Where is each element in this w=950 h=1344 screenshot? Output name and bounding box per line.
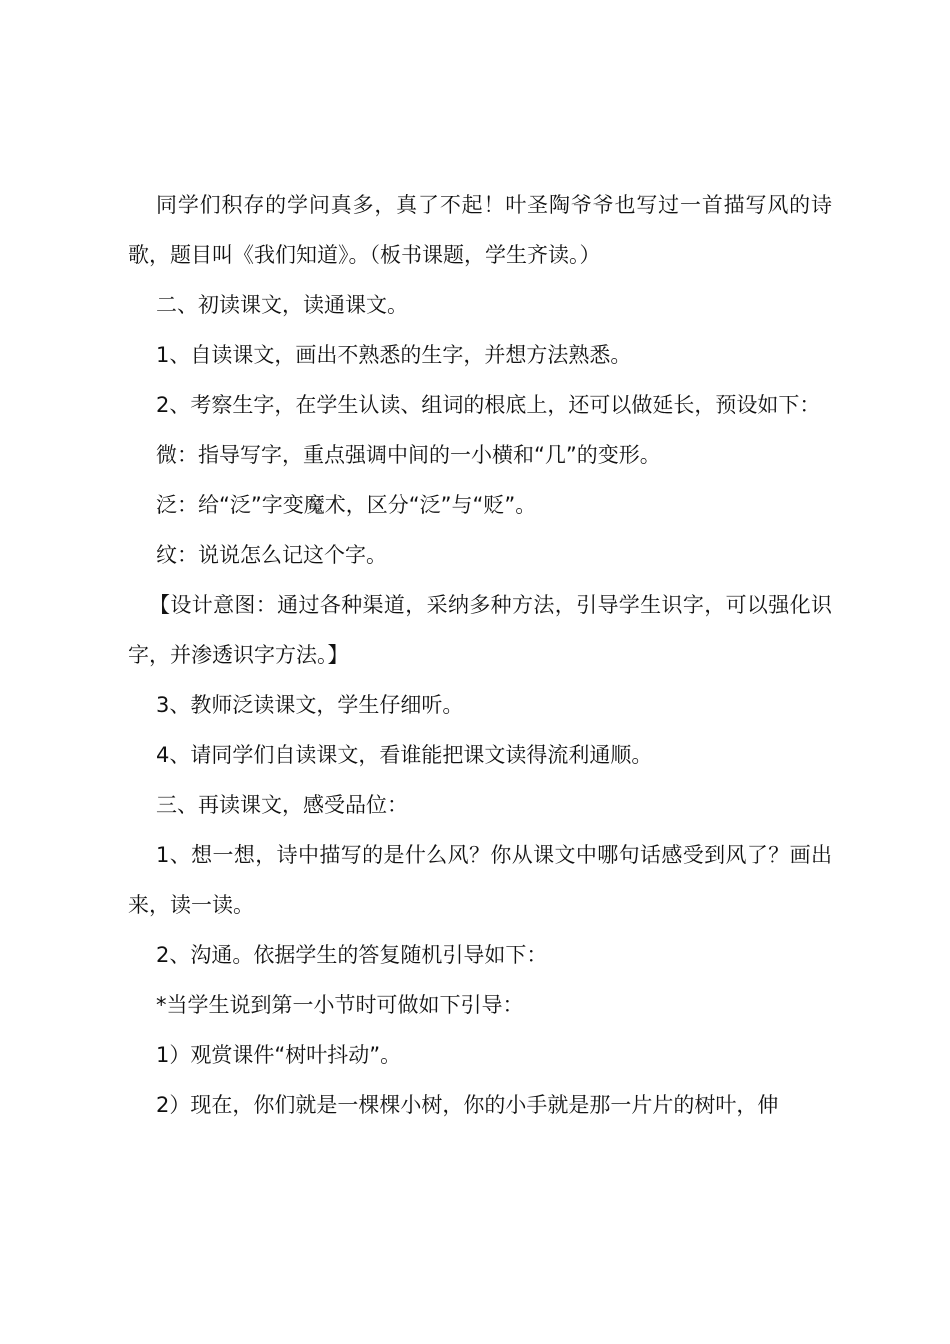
char-note-wen: 纹：说说怎么记这个字。 — [156, 543, 387, 567]
list-item-1: 1、自读课文，画出不熟悉的生字，并想方法熟悉。 — [156, 343, 632, 367]
list-item-2: 2、考察生字，在学生认读、组词的根底上，还可以做延长，预设如下： — [156, 393, 821, 417]
list-item-3-1: 1、想一想，诗中描写的是什么风？你从课文中哪句话感受到风了？画出来，读一读。 — [128, 843, 832, 917]
section-heading-3: 三、再读课文，感受品位： — [156, 793, 408, 817]
char-note-wei: 微：指导写字，重点强调中间的一小横和“几”的变形。 — [156, 443, 661, 467]
document-body — [128, 180, 832, 1130]
list-item-3: 3、教师泛读课文，学生仔细听。 — [156, 693, 464, 717]
sub-item-2: 2）现在，你们就是一棵棵小树，你的小手就是那一片片的树叶，伸 — [156, 1093, 779, 1117]
char-note-fan: 泛：给“泛”字变魔术，区分“泛”与“贬”。 — [156, 493, 537, 517]
list-item-3-2: 2、沟通。依据学生的答复随机引导如下： — [156, 943, 548, 967]
guidance-note: *当学生说到第一小节时可做如下引导： — [156, 993, 524, 1017]
list-item-4: 4、请同学们自读课文，看谁能把课文读得流利通顺。 — [156, 743, 653, 767]
section-heading-2: 二、初读课文，读通课文。 — [156, 293, 408, 317]
paragraph-intro: 同学们积存的学问真多，真了不起！叶圣陶爷爷也写过一首描写风的诗歌，题目叫《我们知道》。（板书课题，学生齐读。） — [128, 193, 832, 267]
sub-item-1: 1）观赏课件“树叶抖动”。 — [156, 1043, 402, 1067]
design-intent-note: 【设计意图：通过各种渠道，采纳多种方法，引导学生识字，可以强化识字，并渗透识字方法。】 — [128, 593, 832, 667]
